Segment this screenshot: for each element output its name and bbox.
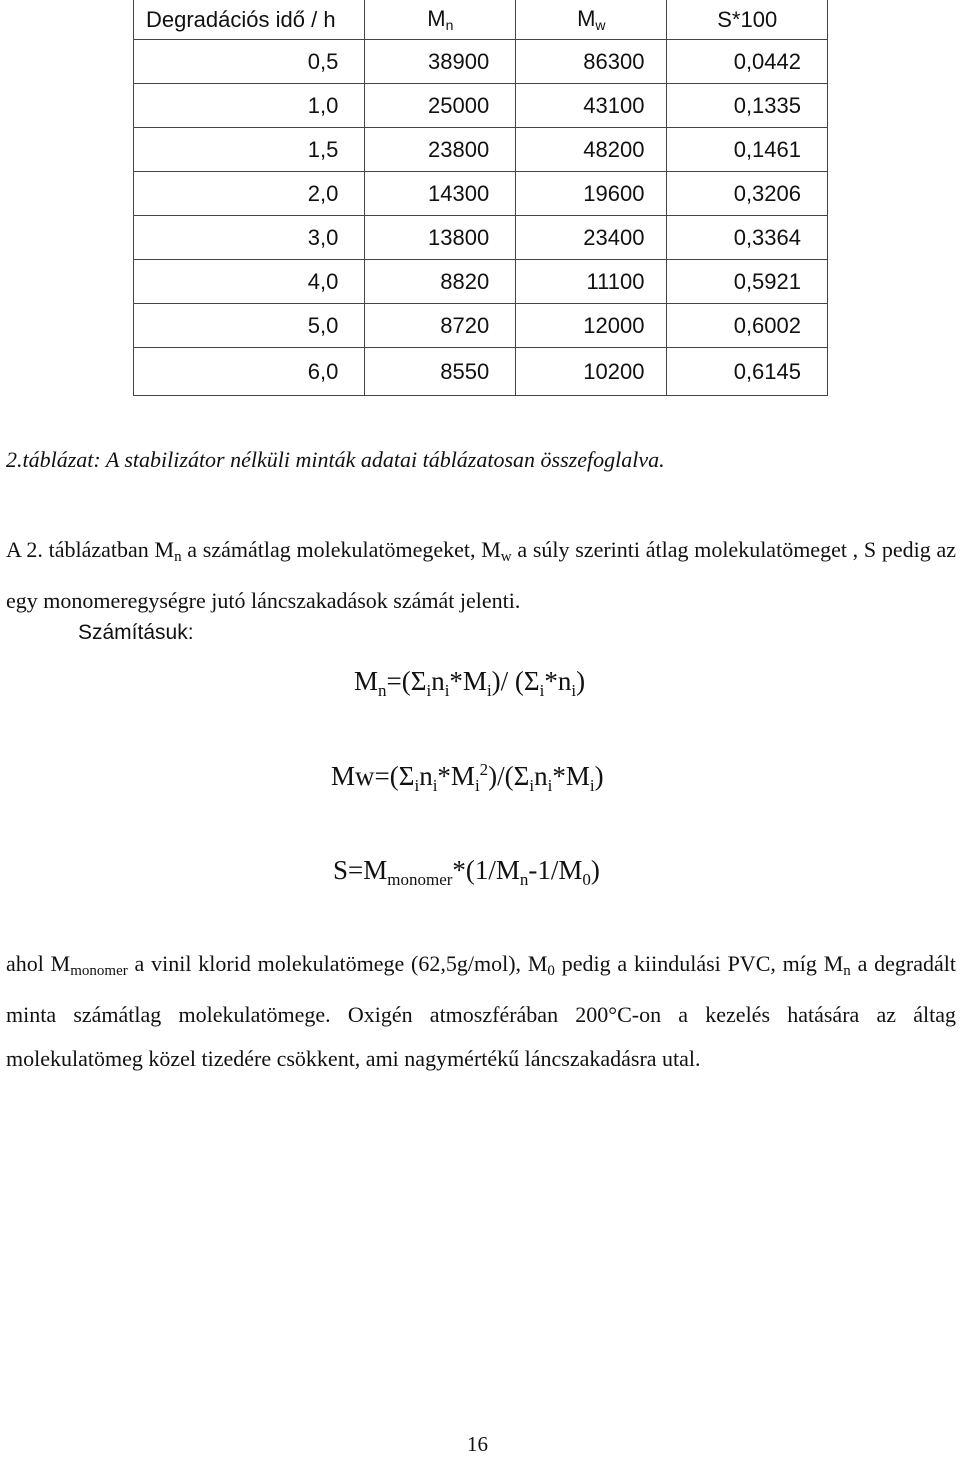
p2-sub-3: n [843,963,851,979]
calculation-label: Számításuk: [78,621,194,644]
header-mw-sub: w [595,17,606,33]
cell-time: 5,0 [134,304,365,348]
p1-text-1: A 2. táblázatban M [6,537,175,562]
p1-sub-2: w [500,549,512,565]
f2-g: ) [594,761,604,791]
cell-mw: 48200 [516,128,667,172]
f1-d: *M [449,666,487,696]
cell-mn: 14300 [365,172,516,216]
p2-sub-2: 0 [547,963,555,979]
table-header-row [134,0,828,40]
header-mn-base: M [427,6,446,31]
header-mw [516,0,667,40]
cell-time: 3,0 [134,216,365,260]
f2-c-sup: 2 [479,760,489,779]
p2-text-1: ahol M [6,951,71,976]
table-row [134,172,828,216]
cell-time: 0,5 [134,40,365,84]
p1-sub-1: n [174,549,182,565]
f1-b: =(Σ [386,666,427,696]
cell-s: 0,3206 [667,172,828,216]
table-row [134,128,828,172]
f3-d: ) [590,855,600,885]
f2-a: Mw=(Σ [331,761,415,791]
cell-mw: 23400 [516,216,667,260]
p1-text-3: a súly szerinti átlag molekulatömeget , S pedig az egy monomeregységre jutó láncszakadások számát jelenti. [6,537,956,613]
p2-text-3: pedig a kiindulási PVC, míg M [554,951,844,976]
f2-f: *M [552,761,590,791]
p2-sub-1: monomer [70,963,128,979]
f1-e: )/ (Σ [491,666,540,696]
paragraph-definitions [6,528,956,623]
formula-mn [354,666,585,701]
cell-mn: 13800 [365,216,516,260]
f2-b-sub: i [432,776,438,795]
f2-a-sub: i [414,776,420,795]
f1-d-sub: i [486,681,492,700]
cell-mw: 43100 [516,84,667,128]
cell-s: 0,1461 [667,128,828,172]
cell-mn: 8550 [365,348,516,396]
f1-a: M [354,666,379,696]
cell-mn: 25000 [365,84,516,128]
p2-text-2: a vinil klorid molekulatömege (62,5g/mol), M [127,951,548,976]
table-row [134,40,828,84]
header-mn-sub: n [445,17,454,33]
cell-s: 0,1335 [667,84,828,128]
f2-d-sub: i [529,776,535,795]
cell-time: 1,5 [134,128,365,172]
cell-s: 0,3364 [667,216,828,260]
cell-mw: 11100 [516,260,667,304]
f1-c-sub: i [444,681,450,700]
p1-text-2: a számátlag molekulatömegeket, M [181,537,501,562]
table-row [134,260,828,304]
table-caption: 2.táblázat: A stabilizátor nélküli minták adatai táblázatosan összefoglalva. [6,447,665,472]
f2-e-sub: i [547,776,553,795]
p2-text-4: a degradált minta számátlag molekulatömege. Oxigén atmoszférában 200°C-on a kezelés hatására az áltag molekulatömeg közel tizedére csökkent, ami nagymértékű láncszakadásra utal. [6,951,956,1071]
f3-a-sub: monomer [387,870,453,889]
cell-mw: 12000 [516,304,667,348]
cell-s: 0,6145 [667,348,828,396]
cell-mn: 23800 [365,128,516,172]
f1-e-sub: i [539,681,545,700]
cell-time: 4,0 [134,260,365,304]
cell-mn: 8720 [365,304,516,348]
table-row [134,348,828,396]
f1-f: *n [544,666,572,696]
cell-mw: 10200 [516,348,667,396]
page-number: 16 [467,1432,488,1456]
table-row [134,216,828,260]
f1-a-sub: n [378,681,387,700]
f2-e: n [534,761,548,791]
header-s: S*100 [667,0,828,40]
cell-s: 0,5921 [667,260,828,304]
cell-mw: 19600 [516,172,667,216]
cell-mw: 86300 [516,40,667,84]
f2-d: )/(Σ [488,761,530,791]
f1-b-sub: i [426,681,432,700]
f2-b: n [419,761,433,791]
header-time: Degradációs idő / h [134,0,365,40]
cell-time: 6,0 [134,348,365,396]
f1-g: ) [576,666,586,696]
header-mw-base: M [577,6,596,31]
table-row [134,304,828,348]
cell-s: 0,6002 [667,304,828,348]
f1-f-sub: i [571,681,577,700]
f3-b-sub: n [519,870,529,889]
cell-time: 1,0 [134,84,365,128]
degradation-table [133,0,828,396]
f3-a: S=M [333,855,388,885]
f2-c: *M [437,761,475,791]
f3-c: -1/M [528,855,583,885]
formula-mw [331,760,604,796]
cell-mn: 38900 [365,40,516,84]
table-row [134,84,828,128]
f1-c: n [431,666,445,696]
cell-s: 0,0442 [667,40,828,84]
paragraph-explanation [6,942,956,1081]
cell-time: 2,0 [134,172,365,216]
f2-f-sub: i [589,776,595,795]
header-mn [365,0,516,40]
cell-mn: 8820 [365,260,516,304]
f3-b: *(1/M [452,855,520,885]
f2-c-sub: i [474,776,480,795]
formula-s [333,855,600,890]
f3-c-sub: 0 [582,870,591,889]
